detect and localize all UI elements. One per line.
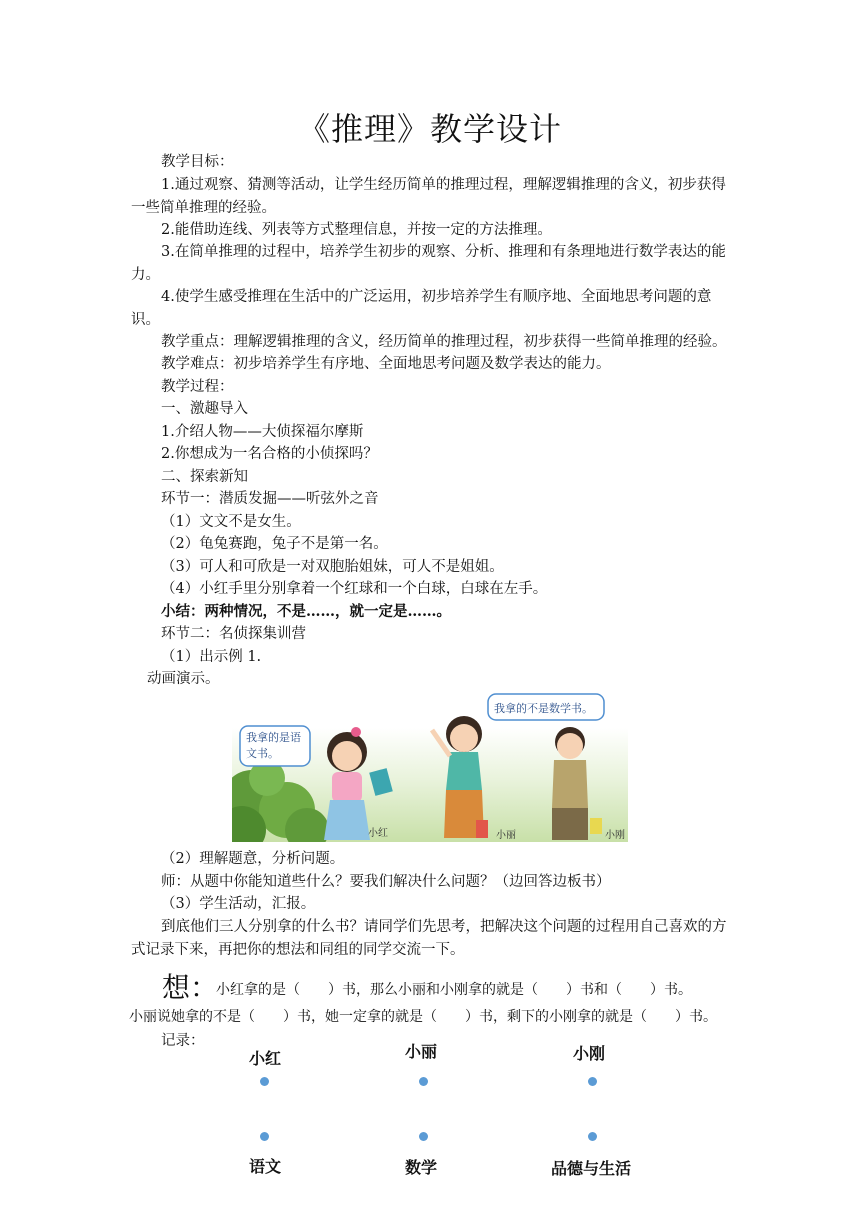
book-math: 数学 <box>405 1158 438 1177</box>
key-point: 教学重点：理解逻辑推理的含义，经历简单的推理过程，初步获得一些简单推理的经验。 <box>161 334 727 350</box>
goals-heading: 教学目标： <box>161 154 234 170</box>
animation-note: 动画演示。 <box>147 671 220 687</box>
section-1-item-2: 2.你想成为一名合格的小侦探吗？ <box>161 446 378 462</box>
section-1-item-1: 1.介绍人物——大侦探福尔摩斯 <box>161 424 364 440</box>
match-dot-book-1[interactable] <box>260 1132 269 1141</box>
bubble-left-text: 我拿的是语文书。 <box>246 731 301 760</box>
process-heading: 教学过程： <box>161 379 234 395</box>
person-xiaohong: 小红 <box>249 1049 282 1068</box>
question-2: （2）龟兔赛跑，兔子不是第一名。 <box>161 536 388 552</box>
match-dot-book-2[interactable] <box>419 1132 428 1141</box>
goal-3: 3.在简单推理的过程中，培养学生初步的观察、分析、推理和有条理地进行数学表达的能力。 <box>131 244 726 283</box>
name-label-2: 小丽 <box>496 830 516 841</box>
question-1: （1）文文不是女生。 <box>161 514 301 530</box>
link-2-heading: 环节二：名侦探集训营 <box>161 626 306 642</box>
link-1-heading: 环节一：潜质发掘——听弦外之音 <box>161 491 379 507</box>
match-dot-person-1[interactable] <box>260 1077 269 1086</box>
match-dot-person-3[interactable] <box>588 1077 597 1086</box>
person-xiaogang: 小刚 <box>573 1044 606 1063</box>
match-dot-book-3[interactable] <box>588 1132 597 1141</box>
bubble-right-text: 我拿的不是数学书。 <box>494 702 593 715</box>
goal-2: 2.能借助连线、列表等方式整理信息，并按一定的方法推理。 <box>161 222 552 238</box>
name-label-3: 小刚 <box>605 830 625 841</box>
goal-4: 4.使学生感受推理在生活中的广泛运用，初步培养学生有顺序地、全面地思考问题的意识。 <box>131 289 712 328</box>
match-dot-person-2[interactable] <box>419 1077 428 1086</box>
example-1: （1）出示例 1. <box>161 649 262 665</box>
book-chinese: 语文 <box>249 1157 282 1176</box>
name-label-1: 小红 <box>368 828 388 839</box>
question-4: （4）小红手里分别拿着一个红球和一个白球，白球在左手。 <box>161 581 548 597</box>
summary: 小结：两种情况，不是……，就一定是……。 <box>161 603 451 620</box>
discussion-prompt: 到底他们三人分别拿的什么书？请同学们先思考，把解决这个问题的过程用自己喜欢的方式记录下来，再把你的想法和同组的同学交流一下。 <box>131 919 727 958</box>
think-label: 想： <box>162 971 219 1004</box>
teacher-question: 师：从题中你能知道些什么？要我们解决什么问题？（边回答边板书） <box>161 874 611 890</box>
think-line-2: 小丽说她拿的不是（ ）书，她一定拿的就是（ ）书，剩下的小刚拿的就是（ ）书。 <box>129 1009 717 1025</box>
section-1-heading: 一、激趣导入 <box>161 401 248 417</box>
example-3: （3）学生活动，汇报。 <box>161 896 316 912</box>
think-line-1: 小红拿的是（ ）书，那么小丽和小刚拿的就是（ ）书和（ ）书。 <box>216 982 692 998</box>
difficulty: 教学难点：初步培养学生有序地、全面地思考问题及数学表达的能力。 <box>161 356 611 372</box>
page-title: 《推理》教学设计 <box>297 110 562 148</box>
example-illustration <box>232 690 628 842</box>
record-label: 记录： <box>161 1033 205 1049</box>
example-2: （2）理解题意，分析问题。 <box>161 851 345 867</box>
section-2-heading: 二、探索新知 <box>161 469 248 485</box>
goal-1: 1.通过观察、猜测等活动，让学生经历简单的推理过程，理解逻辑推理的含义，初步获得一些简单推理的经验。 <box>131 177 726 216</box>
question-3: （3）可人和可欣是一对双胞胎姐妹，可人不是姐姐。 <box>161 559 504 575</box>
book-morality: 品德与生活 <box>551 1159 632 1178</box>
person-xiaoli: 小丽 <box>405 1042 438 1061</box>
